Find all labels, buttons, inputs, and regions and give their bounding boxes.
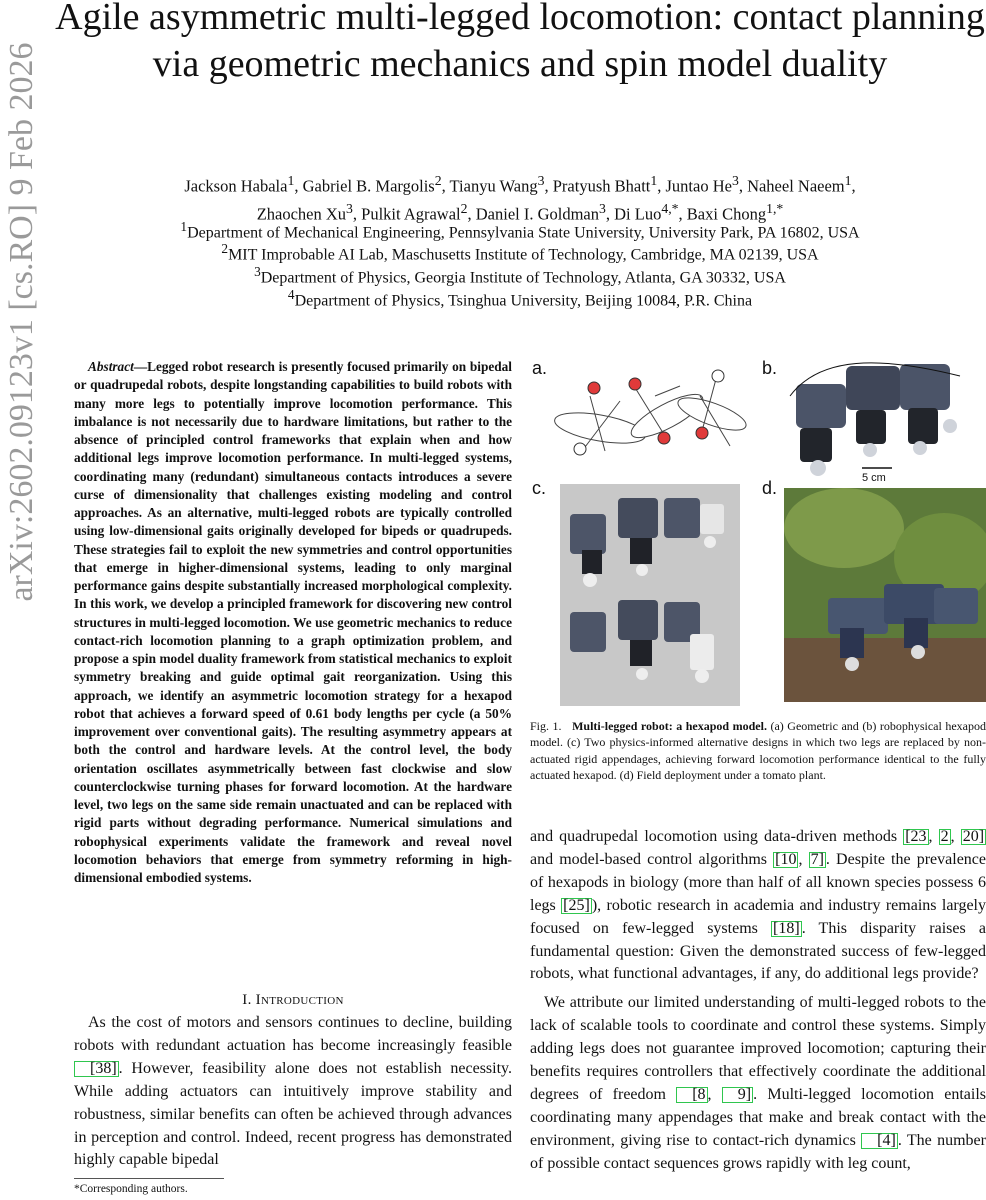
abstract-text: Legged robot research is presently focused primarily on bipedal or quadrupedal robots, despite longstanding capabilities to build robots with many more legs to potentially improve locomotion performance. This imbalance is not necessarily due to hardware limitations, but rather to the absence of principled control frameworks that explain when and how additional legs improve locomotion performance. In multi-legged systems, coordinating many (redundant) simultaneous contacts introduces a severe curse of dimensionality that challenges existing modeling and control approaches. As an alternative, multi-legged robots are typically controlled using low-dimensional gaits originally developed for bipeds or quadrupeds. These strategies fail to exploit the new symmetries and control opportunities that emerge in higher-dimensional systems, leading to only marginal performance gains despite substantially increased morphological complexity. In this work, we develop a principled framework for discovering new control structures in multi-legged locomotion. We use geometric mechanics to reduce contact-rich locomotion planning to a graph optimization problem, and propose a spin model duality framework from statistical mechanics to exploit symmetry breaking and guide optimal gait reorganization. Using this approach, we identify an asymmetric locomotion strategy for a hexapod robot that achieves a forward speed of 0.61 body lengths per cycle (a 50% improvement over conventional gaits). The resulting asymmetry appears at both the control and hardware levels. At the control level, the body orientation oscillates asymmetrically between fast clockwise and slow counterclockwise turning phases for forward locomotion. At the hardware level, two legs on the same side remain unactuated and can be replaced with rigid parts without degrading performance. Numerical simulations and robophysical experiments validate the framework and reveal novel locomotion behaviors that emerge from symmetry reforming in high-dimensional embodied systems.: [74, 359, 512, 885]
paragraph: We attribute our limited understanding of multi-legged robots to the lack of scalable tools to coordinate and control these systems. Simply adding legs does not guarantee improved locomotion; capturing their benefits requires controllers that effectively coordinate the additional degrees of freedom [8 , 9] . Multi-legged locomotion entails coordinating many appendages that make and break contact with the environment, giving rise to contact-rich dynamics [4] . The number of possible contact sequences grows rapidly with leg count,: [530, 994, 986, 1172]
citation-link[interactable]: [23: [905, 828, 927, 845]
citation-link[interactable]: 20]: [962, 828, 985, 845]
arxiv-stamp: arXiv:2602.09123v1 [cs.RO] 9 Feb 2026: [3, 42, 40, 602]
figure-panel-b: [760, 356, 986, 486]
abstract: Abstract—Legged robot research is presently focused primarily on bipedal or quadrupedal robots, despite longstanding capabilities to build robots with many more legs to potentially improve locomotion performance. This imbalance is not necessarily due to hardware limitations, but rather to the absence of principled control frameworks that explain when and how additional legs improve locomotion performance. In multi-legged systems, coordinating many (redundant) simultaneous contacts introduces a severe curse of dimensionality that challenges existing modeling and control approaches. As an alternative, multi-legged robots are typically controlled using low-dimensional gaits originally developed for bipeds or quadrupeds. These strategies fail to exploit the new symmetries and control opportunities that emerge in higher-dimensional systems, leading to only marginal performance gains despite substantially increased morphological complexity. In this work, we develop a principled framework for discovering new control structures in multi-legged locomotion. We use geometric mechanics to reduce contact-rich locomotion planning to a graph optimization problem, and propose a spin model duality framework from statistical mechanics to exploit symmetry breaking and guide optimal gait reorganization. Using this approach, we identify an asymmetric locomotion strategy for a hexapod robot that achieves a forward speed of 0.61 body lengths per cycle (a 50% improvement over conventional gaits). The resulting asymmetry appears at both the control and hardware levels. At the control level, the body orientation oscillates asymmetrically between fast clockwise and slow counterclockwise turning phases for forward locomotion. At the hardware level, two legs on the same side remain unactuated and can be replaced with rigid parts without degrading performance. Numerical simulations and robophysical experiments validate the framework and reveal novel locomotion behaviors that emerge from symmetry reforming in high-dimensional embodied systems.: [74, 359, 512, 885]
intro-paragraph: As the cost of motors and sensors continues to decline, building robots with redundant actuation has become increasingly feasible [38] . However, feasibility alone does not establish necessity. While adding actuators can intuitively improve stability and robustness, similar benefits can often be achieved through advances in perception and control. Indeed, recent progress has demonstrated highly capable bipedal: [74, 1014, 512, 1169]
affiliation: $^3$Department of Physics, Georgia Institute of Technology, Atlanta, GA 30332, USA: [254, 264, 786, 287]
author-line-1: Jackson Habala$^1$, Gabriel B. Margolis$^2$, Tianyu Wang$^3$, Pratyush Bhatt$^1$, Juntao He$^3$, Naheel Naeem$^1$,: [184, 173, 856, 196]
panel-label: a.: [532, 358, 548, 378]
author: Zhaochen Xu: [256, 204, 347, 223]
author: Pratyush Bhatt: [552, 176, 651, 196]
abstract-label: Abstract: [88, 359, 134, 374]
citation-link[interactable]: [8: [676, 1087, 707, 1103]
affiliation: $^2$MIT Improbable AI Lab, Maschusetts Institute of Technology, Cambridge, MA 02139, USA: [221, 241, 819, 264]
author: Di Luo: [614, 204, 662, 223]
author: Daniel I. Goldman: [475, 204, 600, 223]
section-heading: I. Introduction: [242, 992, 344, 1008]
author: Tianyu Wang: [449, 176, 538, 196]
author: Naheel Naeem: [747, 176, 845, 196]
caption-text: (a) Geometric and (b) robophysical hexapod model. (c) Two physics-informed alternative designs in which two legs are replaced by non-actuated rigid appendages, achieving forward locomotion performance identical to the fully actuated hexapod. (d) Field deployment under a tomato plant.: [530, 719, 986, 783]
citation-link[interactable]: [25]: [563, 896, 590, 914]
panel-label: d.: [762, 478, 778, 498]
author: Gabriel B. Margolis: [302, 176, 435, 196]
citation-link[interactable]: 9]: [722, 1087, 753, 1103]
paper-title: Agile asymmetric multi-legged locomotion: contact planning via geometric mechanics and spin model duality: [55, 0, 985, 85]
field-deployment-photo: [784, 488, 986, 702]
caption-title: Multi-legged robot: a hexapod model.: [572, 719, 767, 733]
author: Baxi Chong: [686, 204, 767, 223]
panel-label: c.: [532, 478, 547, 498]
figure-panel-c: [530, 478, 745, 708]
paragraph: and quadrupedal locomotion using data-driven methods [23 , 2 , 20] and model-based control algorithms [10 , 7] . Despite the prevalence of hexapods in biology (more than half of all known species possess 6 legs [25] ), robotic research in academia and industry remains largely focused on few-legged systems [18] . This disparity raises a fundamental question: Given the demonstrated success of few-legged robots, what functional advantages, if any, do additional legs provide?: [530, 828, 986, 983]
right-column-text: [530, 826, 986, 1176]
affiliation: $^4$Department of Physics, Tsinghua University, Beijing 10084, P.R. China: [287, 287, 753, 310]
footnote-rule: [74, 1178, 224, 1179]
author-line-2: Zhaochen Xu$^3$, Pulkit Agrawal$^2$, Daniel I. Goldman$^3$, Di Luo$^{4,*}$, Baxi Chong$^{1,*}$: [256, 200, 784, 223]
author: Jackson Habala: [184, 176, 288, 196]
citation-link[interactable]: 7]: [810, 850, 824, 868]
citation-link[interactable]: 2: [940, 828, 949, 845]
citation-link[interactable]: [18]: [773, 919, 800, 937]
robophysical-hexapod-photo: [760, 356, 986, 486]
figure-caption: [530, 718, 986, 784]
author: Juntao He: [665, 176, 732, 196]
citation-link[interactable]: [10: [775, 850, 797, 868]
footnote: *Corresponding authors.: [74, 1183, 188, 1195]
alternative-designs-render: [560, 484, 775, 714]
panel-label: b.: [762, 358, 778, 378]
caption-label: Fig. 1.: [530, 719, 562, 733]
figure-panel-a: [530, 356, 760, 474]
scale-bar-label: 5 cm: [862, 472, 886, 484]
affiliation: $^1$Department of Mechanical Engineering, Pennsylvania State University, University Park, PA 16802, USA: [180, 219, 860, 242]
figure-panel-d: [760, 478, 986, 708]
geometric-model-diagram: [530, 356, 760, 474]
author: Pulkit Agrawal: [361, 204, 461, 223]
citation-link[interactable]: [38]: [74, 1061, 119, 1077]
citation-link[interactable]: [4]: [861, 1133, 898, 1149]
